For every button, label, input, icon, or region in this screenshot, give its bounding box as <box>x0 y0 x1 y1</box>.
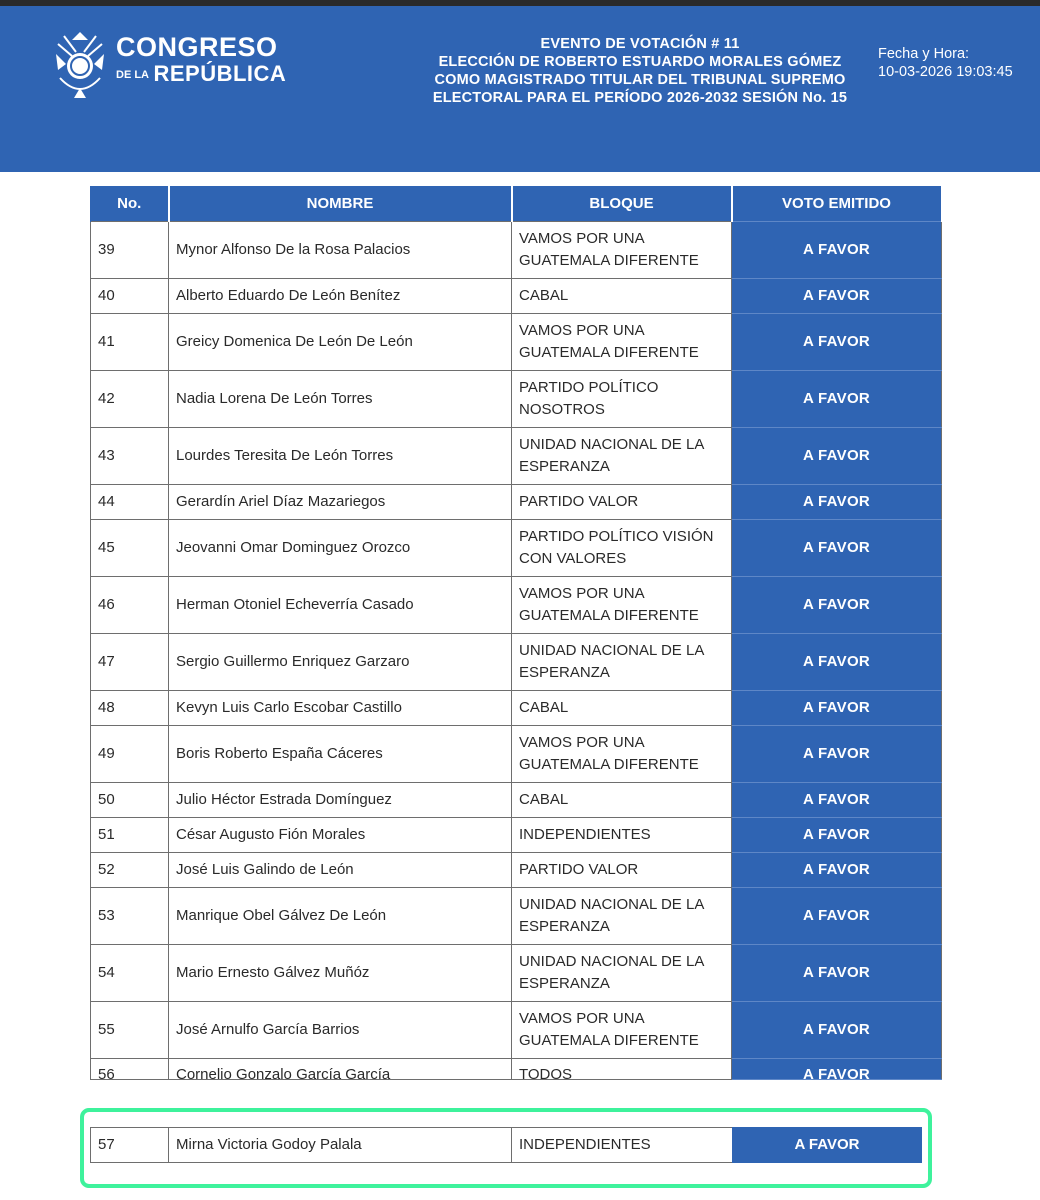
row-bloque: UNIDAD NACIONAL DE LA ESPERANZA <box>512 888 732 945</box>
row-nombre: Jeovanni Omar Dominguez Orozco <box>169 520 512 577</box>
row-bloque: UNIDAD NACIONAL DE LA ESPERANZA <box>512 945 732 1002</box>
row-nombre: José Arnulfo García Barrios <box>169 1002 512 1059</box>
row-nombre: Sergio Guillermo Enriquez Garzaro <box>169 634 512 691</box>
table-row <box>91 818 942 853</box>
event-title-line: EVENTO DE VOTACIÓN # 11 <box>540 36 740 52</box>
table-row <box>91 520 942 577</box>
row-bloque: PARTIDO POLÍTICO NOSOTROS <box>512 371 732 428</box>
table-row <box>91 888 942 945</box>
row-voto: A FAVOR <box>732 371 942 428</box>
row-voto: A FAVOR <box>732 783 942 818</box>
row-voto: A FAVOR <box>732 1002 942 1059</box>
document-header <box>0 6 1040 172</box>
row-number: 47 <box>91 634 169 691</box>
votes-table <box>90 186 943 1080</box>
table-row <box>91 783 942 818</box>
row-number: 49 <box>91 726 169 783</box>
row-number: 40 <box>91 279 169 314</box>
row-voto: A FAVOR <box>732 726 942 783</box>
row-number: 41 <box>91 314 169 371</box>
row-bloque: INDEPENDIENTES <box>511 1127 733 1163</box>
event-title-line: ELECCIÓN DE ROBERTO ESTUARDO MORALES GÓMEZ <box>438 54 842 70</box>
row-voto: A FAVOR <box>732 1059 942 1080</box>
row-nombre: Mirna Victoria Godoy Palala <box>168 1127 512 1163</box>
table-row <box>91 634 942 691</box>
logo-congreso: CONGRESO <box>116 32 278 62</box>
table-header-row <box>91 186 942 222</box>
row-voto: A FAVOR <box>732 691 942 726</box>
row-nombre: Nadia Lorena De León Torres <box>169 371 512 428</box>
row-number: 43 <box>91 428 169 485</box>
row-bloque: CABAL <box>512 691 732 726</box>
row-number: 42 <box>91 371 169 428</box>
guatemala-coat-of-arms-icon <box>50 26 110 102</box>
row-number: 46 <box>91 577 169 634</box>
row-number: 50 <box>91 783 169 818</box>
row-number: 55 <box>91 1002 169 1059</box>
logo-republica <box>116 60 286 91</box>
table-row <box>91 1002 942 1059</box>
row-voto: A FAVOR <box>732 1127 922 1163</box>
row-bloque: CABAL <box>512 783 732 818</box>
table-row <box>91 371 942 428</box>
green-highlight-box <box>80 1108 932 1188</box>
event-title-line: ELECTORAL PARA EL PERÍODO 2026-2032 SESIÓN No. 15 <box>432 90 848 106</box>
column-header-voto: VOTO EMITIDO <box>732 186 942 222</box>
row-nombre: Alberto Eduardo De León Benítez <box>169 279 512 314</box>
column-header-nombre: NOMBRE <box>169 186 512 222</box>
row-number: 57 <box>90 1127 169 1163</box>
row-nombre: Mario Ernesto Gálvez Muñóz <box>169 945 512 1002</box>
table-row <box>91 279 942 314</box>
row-number: 48 <box>91 691 169 726</box>
date-time-label: Fecha y Hora: <box>878 46 970 62</box>
logo-republica-text: REPÚBLICA <box>153 61 287 86</box>
row-bloque: VAMOS POR UNA GUATEMALA DIFERENTE <box>512 222 732 279</box>
row-voto: A FAVOR <box>732 222 942 279</box>
row-nombre: Kevyn Luis Carlo Escobar Castillo <box>169 691 512 726</box>
row-bloque: UNIDAD NACIONAL DE LA ESPERANZA <box>512 634 732 691</box>
row-bloque: VAMOS POR UNA GUATEMALA DIFERENTE <box>512 314 732 371</box>
row-number: 54 <box>91 945 169 1002</box>
row-voto: A FAVOR <box>732 888 942 945</box>
row-nombre: Herman Otoniel Echeverría Casado <box>169 577 512 634</box>
row-nombre: Greicy Domenica De León De León <box>169 314 512 371</box>
row-nombre: Lourdes Teresita De León Torres <box>169 428 512 485</box>
column-header-bloque: BLOQUE <box>512 186 732 222</box>
row-bloque: VAMOS POR UNA GUATEMALA DIFERENTE <box>512 1002 732 1059</box>
row-voto: A FAVOR <box>732 428 942 485</box>
column-header-no: No. <box>91 186 169 222</box>
row-voto: A FAVOR <box>732 853 942 888</box>
table-row <box>91 222 942 279</box>
row-bloque: VAMOS POR UNA GUATEMALA DIFERENTE <box>512 726 732 783</box>
row-voto: A FAVOR <box>732 485 942 520</box>
row-nombre: José Luis Galindo de León <box>169 853 512 888</box>
table-row <box>91 314 942 371</box>
row-nombre: César Augusto Fión Morales <box>169 818 512 853</box>
row-number: 56 <box>91 1059 169 1080</box>
row-bloque: TODOS <box>512 1059 732 1080</box>
row-nombre: Julio Héctor Estrada Domínguez <box>169 783 512 818</box>
table-row-partially-hidden <box>91 1059 942 1080</box>
row-number: 51 <box>91 818 169 853</box>
date-time <box>878 45 1013 81</box>
row-voto: A FAVOR <box>732 520 942 577</box>
row-nombre: Boris Roberto España Cáceres <box>169 726 512 783</box>
row-number: 44 <box>91 485 169 520</box>
row-number: 53 <box>91 888 169 945</box>
table-row <box>91 726 942 783</box>
row-voto: A FAVOR <box>732 634 942 691</box>
table-row <box>91 428 942 485</box>
row-voto: A FAVOR <box>732 279 942 314</box>
row-number: 52 <box>91 853 169 888</box>
table-row <box>91 577 942 634</box>
row-nombre: Mynor Alfonso De la Rosa Palacios <box>169 222 512 279</box>
row-bloque: PARTIDO VALOR <box>512 485 732 520</box>
row-voto: A FAVOR <box>732 314 942 371</box>
table-row <box>91 691 942 726</box>
table-row <box>91 945 942 1002</box>
row-voto: A FAVOR <box>732 945 942 1002</box>
row-nombre: Manrique Obel Gálvez De León <box>169 888 512 945</box>
row-bloque: UNIDAD NACIONAL DE LA ESPERANZA <box>512 428 732 485</box>
event-title <box>410 35 870 107</box>
row-voto: A FAVOR <box>732 818 942 853</box>
row-nombre: Cornelio Gonzalo García García <box>169 1059 512 1080</box>
row-bloque: VAMOS POR UNA GUATEMALA DIFERENTE <box>512 577 732 634</box>
row-bloque: CABAL <box>512 279 732 314</box>
row-number: 39 <box>91 222 169 279</box>
event-title-line: COMO MAGISTRADO TITULAR DEL TRIBUNAL SUPREMO <box>434 72 846 88</box>
logo-de-la: DE LA <box>116 69 149 81</box>
row-number: 45 <box>91 520 169 577</box>
table-row <box>91 853 942 888</box>
date-time-value: 10-03-2026 19:03:45 <box>878 64 1013 80</box>
row-bloque: PARTIDO POLÍTICO VISIÓN CON VALORES <box>512 520 732 577</box>
row-bloque: INDEPENDIENTES <box>512 818 732 853</box>
row-bloque: PARTIDO VALOR <box>512 853 732 888</box>
row-voto: A FAVOR <box>732 577 942 634</box>
row-nombre: Gerardín Ariel Díaz Mazariegos <box>169 485 512 520</box>
table-row <box>91 485 942 520</box>
